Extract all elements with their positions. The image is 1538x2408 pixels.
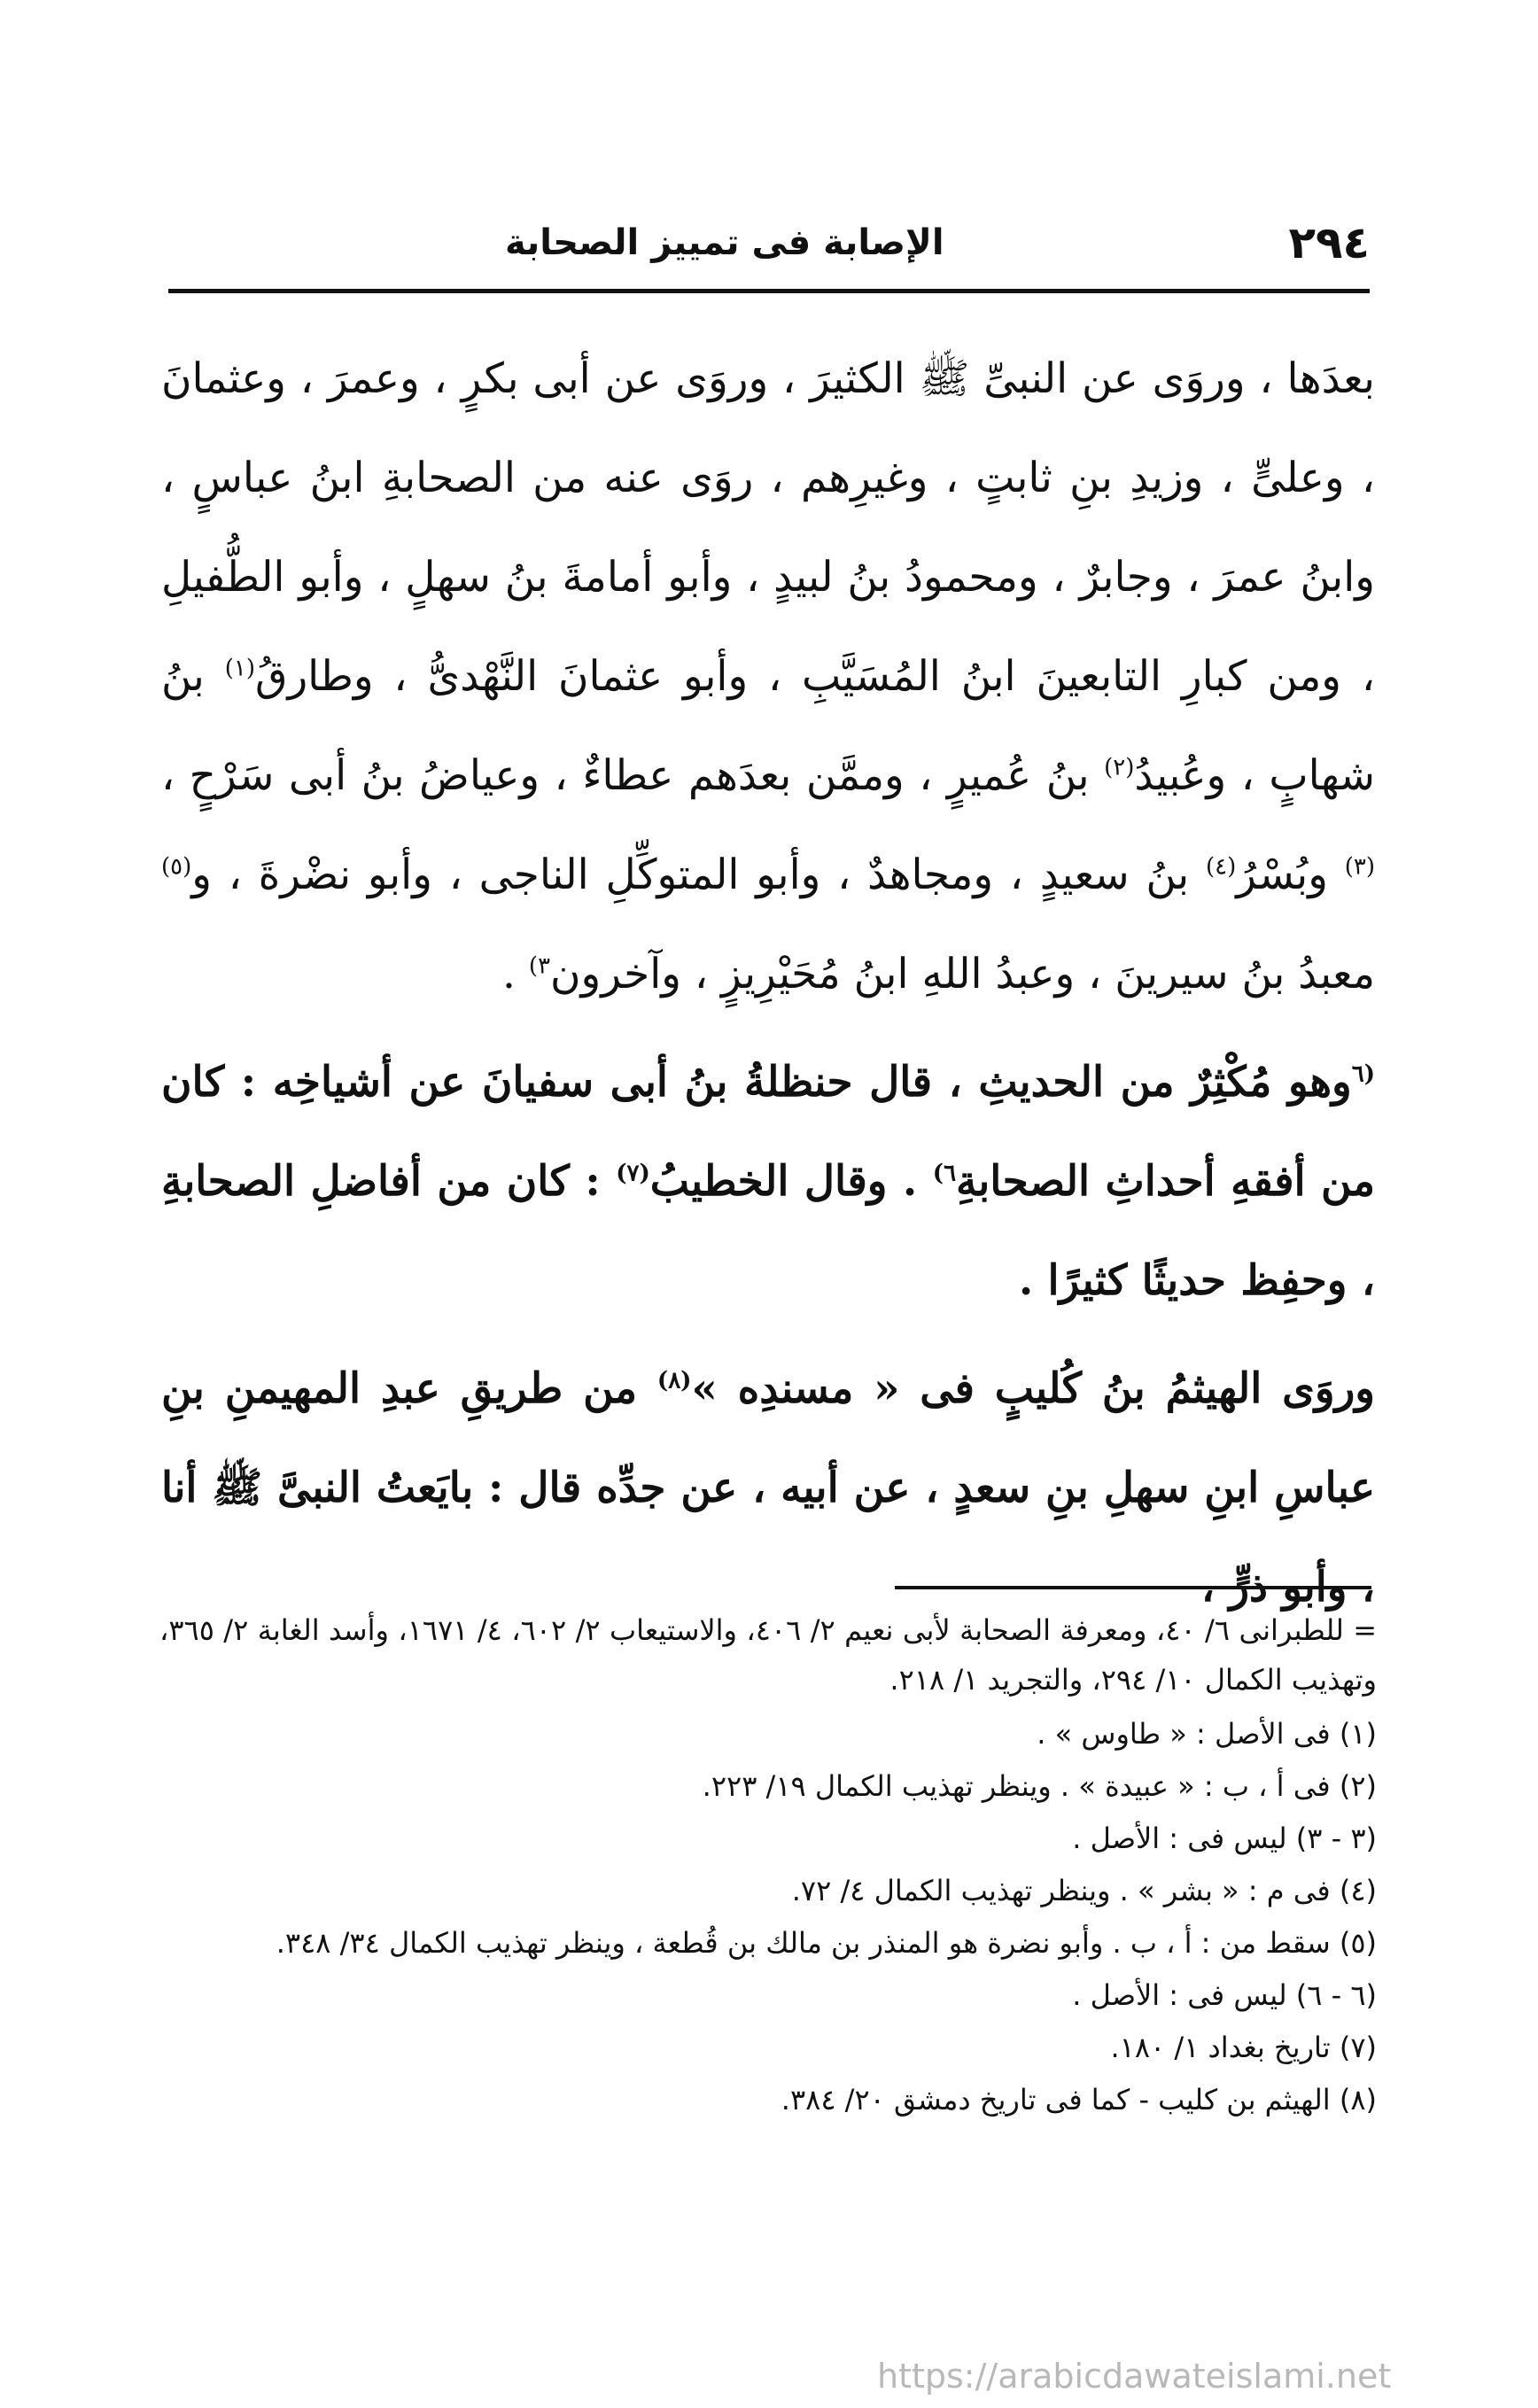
paragraph-2: $^{(٦}$وهو مُكْثِرٌ من الحديثِ ، قال حنظلةُ بنُ أبى سفيانَ عن أشياخِه : كان من أفقهِ أحداثِ الصحابةِ$^{٦)}$ . وقال الخطيبُ$^{(٧)}$ : كان من أفاضلِ الصحابةِ ، وحفِظ حديثًا كثيرًا . — [161, 1058, 1375, 1305]
footnote-ref: ٣) — [528, 952, 551, 980]
footnote-ref: (٥) — [161, 853, 192, 881]
footnote-ref: (٤) — [1206, 853, 1237, 881]
footnote-7: (٧) تاريخ بغداد ١/ ١٨٠. — [1110, 2031, 1377, 2064]
paragraph-3: وروَى الهيثمُ بنُ كُليبٍ فى « مسندِه »$^{(٨)}$ من طريقِ عبدِ المهيمنِ بنِ عباسِ ابنِ سهلِ بنِ سعدٍ ، عن أبيه ، عن جدِّه قال : بايَعتُ النبىَّ ﷺ أنا ، وأبو ذرٍّ ، — [161, 1364, 1375, 1612]
footnote-3: (٣ - ٣) ليس فى : الأصل . — [1072, 1822, 1377, 1855]
footnote-ref: (٨) — [656, 1367, 692, 1394]
footnotes — [159, 1605, 1377, 2126]
footnote-6: (٦ - ٦) ليس فى : الأصل . — [1072, 1978, 1377, 2012]
footnote-ref: (٢) — [1104, 754, 1135, 781]
footnote-ref: (٣) — [1344, 853, 1375, 881]
main-text — [161, 330, 1375, 1637]
footnote-5: (٥) سقط من : أ ، ب . وأبو نضرة هو المنذر بن مالك بن قُطعة ، وينظر تهذيب الكمال ٣٤/ ٣٤٨. — [276, 1926, 1377, 1960]
footnote-4: (٤) فى م : « بشر » . وينظر تهذيب الكمال ٤/ ٧٢. — [791, 1874, 1377, 1907]
footnote-ref: (٧) — [616, 1160, 650, 1187]
footnote-list — [159, 1708, 1377, 2126]
footnote-ref: ٦) — [932, 1160, 957, 1187]
footnote-2: (٢) فى أ ، ب : « عبيدة » . وينظر تهذيب الكمال ١٩/ ٢٢٣. — [702, 1769, 1377, 1803]
footnote-8: (٨) الهيثم بن كليب - كما فى تاريخ دمشق ٢٠/ ٣٨٤. — [781, 2083, 1377, 2117]
running-title: الإصابة فى تمييز الصحابة — [505, 222, 944, 263]
footnote-separator — [895, 1586, 1371, 1589]
page-header — [168, 211, 1370, 275]
footnote-continuation: = للطبرانى ٦/ ٤٠، ومعرفة الصحابة لأبى نعيم ٢/ ٤٠٦، والاستيعاب ٢/ ٦٠٢، ٤/ ١٦٧١، وأسد الغابة ٢/ ٣٦٥، وتهذيب الكمال ١٠/ ٢٩٤، والتجريد ١/ ٢١٨. — [159, 1613, 1378, 1697]
footnote-1: (١) فى الأصل : « طاوس » . — [1037, 1717, 1377, 1751]
page-number: ٢٩٤ — [1288, 217, 1370, 268]
paragraph-1: بعدَها ، وروَى عن النبىِّ ﷺ الكثيرَ ، وروَى عن أبى بكرٍ ، وعمرَ ، وعثمانَ ، وعلىٍّ ، وزيدِ بنِ ثابتٍ ، وغيرِهم ، روَى عنه من الصحابةِ ابنُ عباسٍ ، وابنُ عمرَ ، وجابرٌ ، ومحمودُ بنُ لبيدٍ ، وأبو أمامةَ بنُ سهلٍ ، وأبو الطُّفيلِ ، ومن كبارِ التابعينَ ابنُ المُسَيَّبِ ، وأبو عثمانَ النَّهْدىُّ ، وطارقُ$^{(١)}$ بنُ شهابٍ ، وعُبيدُ$^{(٢)}$ بنُ عُميرٍ ، وممَّن بعدَهم عطاءٌ ، وعياضُ بنُ أبى سَرْحٍ ،$^{(٣)}$ وبُسْرُ$^{(٤)}$ بنُ سعيدٍ ، ومجاهدٌ ، وأبو المتوكِّلِ الناجى ، وأبو نضْرةَ ، و$^{(٥)}$ معبدُ بنُ سيرينَ ، وعبدُ اللهِ ابنُ مُحَيْرِيزٍ ، وآخرون$^{٣)}$ . — [161, 354, 1376, 998]
watermark-url: https://arabicdawateislami.net — [877, 2357, 1392, 2396]
footnote-ref: (٦ — [1351, 1060, 1375, 1088]
header-rule — [168, 289, 1370, 293]
footnote-ref: (١) — [224, 655, 255, 682]
